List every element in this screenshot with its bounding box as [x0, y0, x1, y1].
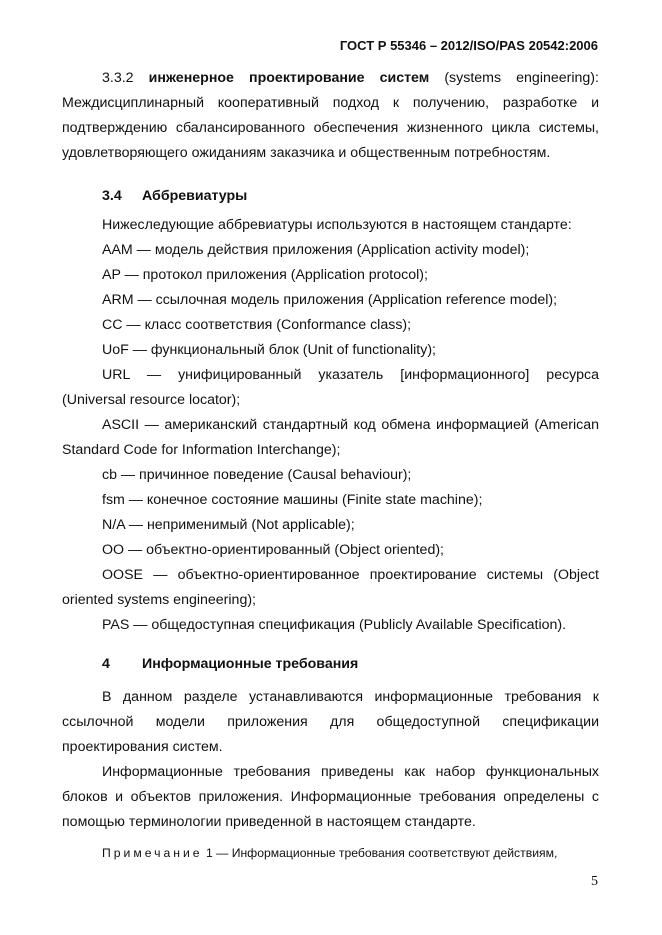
note-text: Информационные требования соответствуют действиям,: [231, 846, 558, 860]
abbreviation-item: cb — причинное поведение (Causal behaviour);: [102, 467, 412, 483]
abbreviation-item: ARM — ссылочная модель приложения (Application reference model);: [102, 292, 558, 308]
note-number: 1 —: [205, 846, 229, 860]
abbreviation-item: AP — протокол приложения (Application protocol);: [102, 267, 428, 283]
section-4-heading: [62, 652, 599, 677]
term-definition-text: (systems engineering): Междисциплинарный кооперативный подход к получению, разработке и подтверждению сбалансированного обеспечения жизненного цикла системы, удовлетворяющего ожиданиям заказчика и общественным потребностям.: [62, 70, 599, 161]
section-number: 4: [102, 656, 110, 672]
section-4-paragraph: В данном разделе устанавливаются информационные требования к ссылочной модели приложения для общедоступной спецификации проектирования систем.: [62, 689, 599, 755]
abbreviation-list: [62, 238, 599, 638]
abbreviation-item: OOSE — объектно-ориентированное проектирование системы (Object oriented systems engineering);: [62, 567, 599, 608]
term-definition-3-3-2: [62, 66, 599, 166]
note-1: [62, 841, 599, 866]
page-number: 5: [591, 874, 598, 889]
page-header: ГОСТ Р 55346 – 2012/ISO/PAS 20542:2006: [339, 38, 598, 53]
abbreviation-item: fsm — конечное состояние машины (Finite state machine);: [102, 492, 483, 508]
note-label: Примечание: [102, 846, 203, 860]
abbreviation-item: OO — объектно-ориентированный (Object oriented);: [102, 542, 445, 558]
abbreviation-item: UoF — функциональный блок (Unit of functionality);: [102, 342, 436, 358]
abbreviation-item: ASCII — американский стандартный код обмена информацией (American Standard Code for Information Interchange);: [62, 417, 599, 458]
section-title: Информационные требования: [142, 656, 359, 672]
abbreviation-item: PAS — общедоступная спецификация (Publicly Available Specification).: [102, 617, 567, 633]
document-body: [62, 66, 599, 866]
section-number: 3.4: [102, 188, 122, 204]
term-number: 3.3.2: [102, 70, 134, 86]
abbreviation-item: CC — класс соответствия (Conformance class);: [102, 317, 412, 333]
abbreviations-intro: Нижеследующие аббревиатуры используются в настоящем стандарте:: [102, 217, 572, 233]
term-name: инженерное проектирование систем: [148, 70, 430, 86]
section-3-4-heading: [62, 184, 599, 209]
section-4-paragraph: Информационные требования приведены как набор функциональных блоков и объектов приложения. Информационные требования определены с помощью терминологии приведенной в настоящем стандарте.: [62, 764, 599, 830]
abbreviation-item: AAM — модель действия приложения (Application activity model);: [102, 242, 530, 258]
abbreviation-item: URL — унифицированный указатель [информационного] ресурса (Universal resource locator);: [62, 367, 599, 408]
abbreviation-item: N/A — неприменимый (Not applicable);: [102, 517, 355, 533]
section-title: Аббревиатуры: [142, 188, 248, 204]
